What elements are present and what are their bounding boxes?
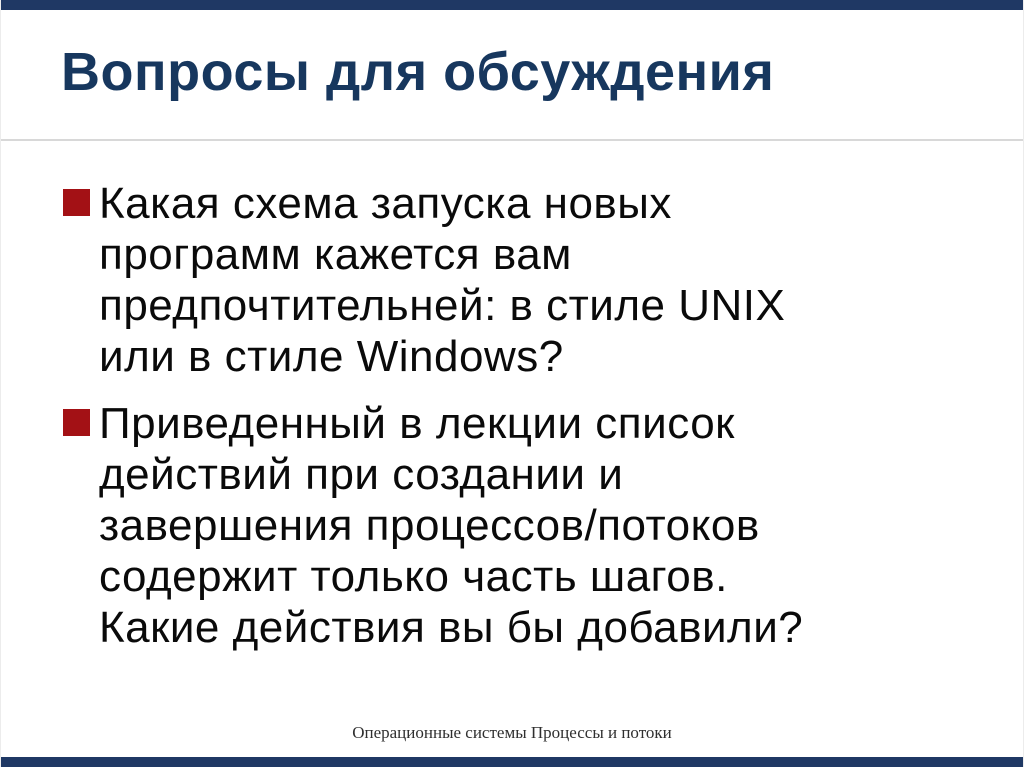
bullet-square-icon [63,189,90,216]
bullet-line: действий при создании и [99,450,624,499]
slide-footer: Операционные системы Процессы и потоки [352,723,672,742]
bullet-line: Приведенный в лекции список [99,399,735,448]
bullet-item [63,398,993,653]
bullet-text [99,398,803,653]
bullet-line: предпочтительней: в стиле UNIX [99,281,786,330]
bottom-accent-bar [1,757,1023,767]
top-accent-bar [1,0,1023,10]
slide-title: Вопросы для обсуждения [61,42,775,102]
bullet-line: содержит только часть шагов. [99,552,728,601]
bullet-item [63,178,993,382]
bullet-line: или в стиле Windows? [99,332,564,381]
bullet-line: завершения процессов/потоков [99,501,760,550]
bullet-line: Какая схема запуска новых [99,179,672,228]
title-divider [1,139,1023,141]
bullet-text [99,178,785,382]
bullet-line: Какие действия вы бы добавили? [99,603,804,652]
bullet-list [63,178,993,669]
bullet-line: программ кажется вам [99,230,572,279]
bullet-square-icon [63,409,90,436]
